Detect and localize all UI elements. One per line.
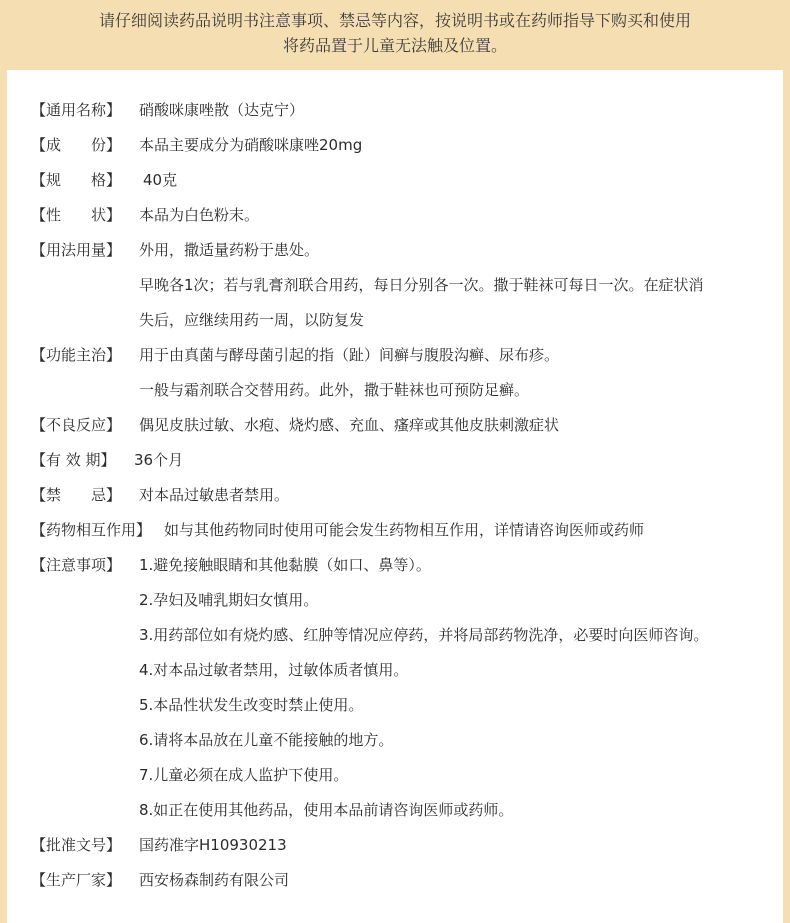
value-usage-line-2: 早晚各1次；若与乳膏剂联合用药，每日分别各一次。撒于鞋袜可每日一次。在症状消	[139, 276, 704, 294]
value-contraindications: 对本品过敏患者禁用。	[139, 486, 290, 504]
label-validity: 【有 效 期】	[31, 451, 116, 469]
value-usage: 外用，撒适量药粉于患处。	[139, 241, 320, 259]
precaution-item: 6.请将本品放在儿童不能接触的地方。	[139, 731, 394, 749]
label-appearance: 【性 状】	[31, 206, 122, 224]
warning-line-2: 将药品置于儿童无法触及位置。	[282, 36, 507, 55]
label-contraindications: 【禁 忌】	[31, 486, 122, 504]
warning-banner	[0, 0, 790, 70]
value-appearance: 本品为白色粉末。	[139, 206, 260, 224]
value-indications-line-2: 一般与霜剂联合交替用药。此外，撒于鞋袜也可预防足癣。	[139, 381, 530, 399]
precaution-item: 3.用药部位如有烧灼感、红肿等情况应停药，并将局部药物洗净，必要时向医师咨询。	[139, 626, 709, 644]
value-composition: 本品主要成分为硝酸咪康唑20mg	[139, 136, 363, 154]
label-manufacturer: 【生产厂家】	[31, 871, 122, 889]
value-indications: 用于由真菌与酵母菌引起的指（趾）间癣与腹股沟癣、尿布疹。	[139, 346, 560, 364]
warning-line-1: 请仔细阅读药品说明书注意事项、禁忌等内容，按说明书或在药师指导下购买和使用	[98, 11, 691, 30]
value-spec: 40克	[143, 171, 178, 189]
precaution-item: 5.本品性状发生改变时禁止使用。	[139, 696, 364, 714]
label-generic-name: 【通用名称】	[31, 101, 122, 119]
label-spec: 【规 格】	[31, 171, 122, 189]
value-usage-line-3: 失后，应继续用药一周，以防复发	[139, 311, 365, 329]
label-precautions: 【注意事项】	[31, 556, 122, 574]
value-manufacturer: 西安杨森制药有限公司	[139, 871, 290, 889]
instructions-card	[7, 70, 783, 923]
label-indications: 【功能主治】	[31, 346, 122, 364]
label-approval: 【批准文号】	[31, 836, 122, 854]
precaution-item: 8.如正在使用其他药品，使用本品前请咨询医师或药师。	[139, 801, 514, 819]
label-composition: 【成 份】	[31, 136, 122, 154]
precaution-item: 1.避免接触眼睛和其他黏膜（如口、鼻等）。	[139, 556, 431, 574]
value-interactions: 如与其他药物同时使用可能会发生药物相互作用，详情请咨询医师或药师	[164, 521, 645, 539]
precaution-item: 4.对本品过敏者禁用，过敏体质者慎用。	[139, 661, 409, 679]
value-adverse: 偶见皮肤过敏、水疱、烧灼感、充血、瘙痒或其他皮肤刺激症状	[139, 416, 560, 434]
value-validity: 36个月	[134, 451, 184, 469]
precaution-item: 7.儿童必须在成人监护下使用。	[139, 766, 349, 784]
label-adverse: 【不良反应】	[31, 416, 122, 434]
value-approval: 国药准字H10930213	[139, 836, 287, 854]
value-generic-name: 硝酸咪康唑散（达克宁）	[139, 101, 305, 119]
label-usage: 【用法用量】	[31, 241, 122, 259]
label-interactions: 【药物相互作用】	[31, 521, 152, 539]
precaution-item: 2.孕妇及哺乳期妇女慎用。	[139, 591, 319, 609]
